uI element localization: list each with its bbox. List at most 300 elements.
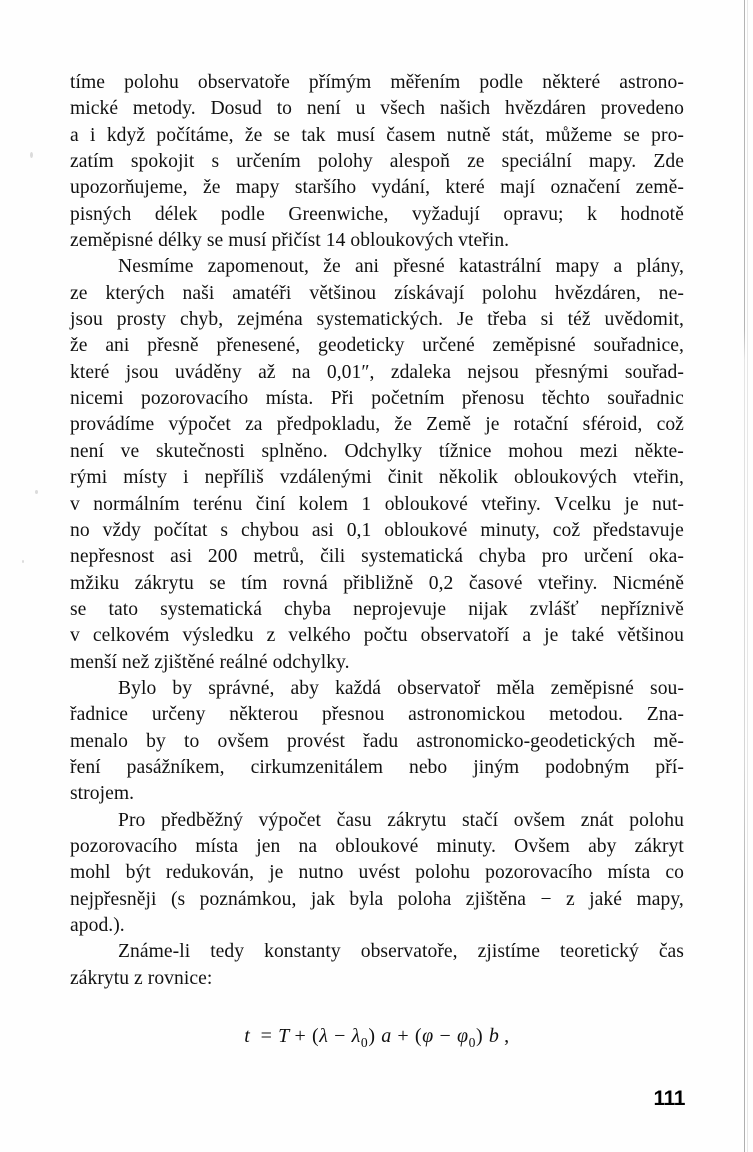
word: Známe-li — [118, 941, 191, 963]
scan-speck — [22, 560, 24, 563]
word: není — [306, 98, 341, 120]
paragraph-3 — [70, 676, 684, 808]
word: vteřin, — [632, 467, 684, 489]
word: obloukových — [514, 467, 617, 489]
word: výpočet — [258, 809, 322, 831]
word: tak — [301, 124, 326, 146]
equation-block — [70, 1025, 684, 1051]
word: přenesené, — [216, 335, 301, 357]
word: jsou — [125, 361, 159, 383]
word: pří- — [655, 756, 684, 778]
word: 0,2 — [428, 572, 454, 594]
equation-symbol-T-upper: T — [278, 1025, 290, 1047]
word: se — [70, 598, 87, 620]
word: mapy — [555, 256, 600, 278]
word: uvést — [358, 862, 401, 884]
word: vždy — [102, 519, 141, 541]
word: že — [323, 256, 341, 278]
word: tížnice — [438, 440, 492, 462]
word: počtu — [363, 625, 408, 647]
word: chyba — [284, 598, 332, 620]
word: neprojevuje — [353, 598, 447, 620]
word: metodou. — [549, 704, 623, 726]
word: počítat — [153, 519, 208, 541]
word: rotační — [513, 414, 569, 436]
word: přesně — [147, 335, 199, 357]
word: staršího — [294, 177, 357, 199]
line-text — [70, 465, 684, 491]
word: měla — [496, 677, 535, 699]
word: splněno. — [261, 440, 328, 462]
equation-symbol-t: t — [244, 1025, 251, 1047]
word: získávají — [394, 282, 465, 304]
word: 200 — [207, 546, 238, 568]
word: vteřiny. — [537, 572, 598, 594]
word: zeměpisné — [550, 677, 634, 699]
word: některou — [229, 704, 299, 726]
text-line — [70, 597, 684, 623]
word: polohu — [124, 72, 179, 93]
word: je — [544, 625, 559, 647]
word: mapy, — [636, 888, 684, 910]
word: skutečnosti — [156, 440, 245, 462]
word: sou- — [650, 677, 684, 699]
line-text — [70, 333, 684, 359]
equation-operator-minus-2: − — [439, 1025, 452, 1047]
word: zvlášť — [529, 598, 579, 620]
word: výpočet — [168, 414, 231, 436]
paragraph-5 — [70, 939, 684, 992]
word: by — [172, 677, 193, 699]
equation-comma: , — [504, 1025, 510, 1047]
word: jiným — [473, 756, 520, 778]
word: určením — [236, 151, 301, 173]
word: stačí — [461, 809, 499, 831]
word: není — [70, 440, 104, 462]
word: aby — [588, 835, 617, 857]
equation-symbol-phi-zero: φ — [456, 1025, 469, 1047]
word: nejsou — [467, 361, 519, 383]
word: systematická — [160, 598, 262, 620]
word: vzdálenými — [279, 467, 372, 489]
word: Ovšem — [514, 835, 570, 857]
word: speciální — [501, 151, 572, 173]
word: souřadnice, — [593, 335, 684, 357]
word: nutno — [298, 862, 344, 884]
word: redukován, — [165, 862, 255, 884]
line-text — [70, 860, 684, 886]
text-line — [70, 650, 684, 676]
word: jen — [256, 835, 281, 857]
word: vteřiny. — [481, 493, 541, 515]
word: systematická — [361, 546, 463, 568]
word: nejpřesněji — [70, 888, 157, 910]
word: Při — [330, 388, 354, 410]
word: minuty, — [480, 519, 540, 541]
text-line — [70, 202, 684, 228]
equation-symbol-phi: φ — [422, 1025, 434, 1047]
word: časové — [468, 572, 523, 594]
text-line — [70, 439, 684, 465]
word: observatoře, — [360, 941, 458, 963]
word: kterých — [105, 282, 165, 304]
word: až — [258, 361, 276, 383]
word: mžiku — [70, 572, 120, 594]
line-text — [70, 518, 684, 544]
paragraph-indent — [70, 676, 118, 702]
word: obloukové — [384, 519, 468, 541]
word: země- — [635, 177, 684, 199]
word: pro — [541, 546, 568, 568]
word: nebo — [408, 756, 448, 778]
word: co — [665, 862, 684, 884]
word: plány, — [636, 256, 684, 278]
word: spokojit — [130, 151, 195, 173]
word: přenosu — [461, 388, 525, 410]
line-text: menší než zjištěné reálné odchylky. — [70, 651, 350, 673]
line-text — [70, 887, 684, 913]
word: když — [106, 124, 146, 146]
word: přímým — [308, 72, 372, 93]
equation-paren-open-1: ( — [312, 1025, 320, 1047]
word: nicemi — [70, 388, 124, 410]
word: mapy. — [588, 151, 637, 173]
word: mické — [70, 98, 119, 120]
word: tato — [108, 598, 139, 620]
word: na — [291, 361, 311, 383]
word: polohu — [629, 809, 684, 831]
word: třeba — [487, 309, 527, 331]
word: podle — [221, 203, 265, 225]
scan-edge-artifact — [744, 0, 745, 1152]
page-number: 111 — [653, 1087, 685, 1110]
equation-symbol-b: b — [488, 1025, 500, 1047]
word: s — [211, 151, 220, 173]
word: místa — [195, 835, 239, 857]
equation-operator-plus-1: + — [294, 1025, 307, 1047]
word: Nicméně — [612, 572, 684, 594]
word: pasážníkem, — [126, 756, 225, 778]
word: (s — [170, 888, 186, 910]
line-text — [70, 175, 684, 201]
word: Greenwiche, — [288, 203, 389, 225]
word: amatéři — [232, 282, 292, 304]
word: Bylo — [118, 677, 157, 699]
word: zatím — [70, 151, 114, 173]
word: a — [613, 256, 623, 278]
word: zdaleka — [390, 361, 452, 383]
line-text — [70, 834, 684, 860]
paragraph-2 — [70, 254, 684, 676]
word: chyba — [478, 546, 526, 568]
equation-symbol-a: a — [381, 1025, 392, 1047]
text-line — [70, 887, 684, 913]
word: že — [70, 335, 88, 357]
word: počítáme, — [156, 124, 234, 146]
word: nepříliš — [204, 467, 264, 489]
word: hvězdáren, — [554, 282, 641, 304]
word: i — [183, 467, 189, 489]
word: uvědomit, — [604, 309, 684, 331]
word: místa — [607, 862, 651, 884]
word: souřadnic — [607, 388, 684, 410]
text-line — [70, 834, 684, 860]
paragraph-indent — [70, 254, 118, 280]
word: ze — [467, 151, 485, 173]
line-text — [70, 96, 684, 122]
word: podobným — [545, 756, 630, 778]
text-line — [70, 860, 684, 886]
word: pozorovacího — [485, 862, 593, 884]
word: činit — [387, 467, 423, 489]
word: které — [445, 177, 485, 199]
line-text — [70, 571, 684, 597]
scan-speck — [35, 490, 38, 494]
word: hvězdáren — [505, 98, 586, 120]
word: zjistíme — [477, 941, 541, 963]
scan-speck — [30, 152, 33, 158]
word: metrů, — [253, 546, 305, 568]
text-line — [70, 70, 684, 96]
text-line — [70, 281, 684, 307]
line-text — [118, 254, 684, 280]
word: několik — [438, 467, 498, 489]
word: Pro — [118, 809, 146, 831]
word: terénu — [193, 493, 243, 515]
word: že — [202, 177, 221, 199]
word: všech — [380, 98, 426, 120]
word: většinou — [309, 282, 377, 304]
word: zeměpisné — [492, 335, 576, 357]
word: s — [220, 519, 229, 541]
word: upozorňujeme, — [70, 177, 188, 199]
word: většinou — [617, 625, 684, 647]
word: nutně — [446, 124, 491, 146]
word: Dosud — [210, 98, 262, 120]
word: podle — [479, 72, 524, 93]
word: zákrytu — [387, 809, 447, 831]
word: 1 — [361, 493, 372, 515]
word: − — [540, 888, 552, 910]
word: celkovém — [92, 625, 170, 647]
text-line — [70, 228, 684, 254]
word: no — [70, 519, 90, 541]
word: katastrální — [459, 256, 542, 278]
word: astronomickou — [408, 704, 526, 726]
paragraph-indent — [70, 939, 118, 965]
word: je — [624, 493, 639, 515]
word: místy — [123, 467, 168, 489]
word: Vcelku — [554, 493, 612, 515]
text-line — [70, 518, 684, 544]
word: přesné — [393, 256, 445, 278]
word: sféroid, — [582, 414, 643, 436]
text-line — [70, 702, 684, 728]
word: nepříznivě — [600, 598, 684, 620]
word: přibližně — [343, 572, 414, 594]
word: minuty. — [436, 835, 497, 857]
word: k — [587, 203, 597, 225]
text-line — [70, 755, 684, 781]
equation-paren-close-1: ) — [368, 1025, 376, 1047]
word: čas — [658, 941, 684, 963]
word: zejména — [237, 309, 303, 331]
paragraph-1 — [70, 70, 684, 254]
word: to — [276, 98, 293, 120]
line-text — [70, 149, 684, 175]
word: nut- — [652, 493, 684, 515]
line-text — [70, 412, 684, 438]
word: konstanty — [264, 941, 341, 963]
word: čili — [320, 546, 346, 568]
word: mohl — [70, 862, 111, 884]
word: Zde — [653, 151, 684, 173]
text-line — [70, 913, 684, 939]
word: se — [209, 572, 226, 594]
word: znát — [580, 809, 614, 831]
line-text — [70, 439, 684, 465]
word: ne- — [658, 282, 684, 304]
word: se — [273, 124, 291, 146]
word: mají — [500, 177, 536, 199]
word: alespoň — [389, 151, 450, 173]
word: je — [485, 414, 500, 436]
word: poznámkou, — [199, 888, 297, 910]
word: označení — [550, 177, 621, 199]
word: Zna- — [646, 704, 684, 726]
word: těchto — [541, 388, 590, 410]
text-line — [70, 175, 684, 201]
text-line — [70, 571, 684, 597]
text-line — [70, 465, 684, 491]
word: určené — [422, 335, 475, 357]
equation-operator-minus-1: − — [334, 1025, 347, 1047]
text-line — [70, 676, 684, 702]
word: jaké — [589, 888, 623, 910]
body-text-block — [70, 70, 684, 992]
word: si — [540, 309, 554, 331]
word: početním — [371, 388, 445, 410]
text-line — [70, 729, 684, 755]
equation-paren-close-2: ) — [476, 1025, 484, 1047]
word: chyb, — [179, 309, 224, 331]
word: mě- — [653, 730, 684, 752]
word: činí — [255, 493, 286, 515]
word: u — [355, 98, 366, 120]
line-text — [118, 808, 684, 834]
word: souřad- — [624, 361, 684, 383]
word: se — [623, 124, 640, 146]
word: tíme — [70, 72, 106, 93]
word: provést — [287, 730, 346, 752]
word: což — [552, 519, 581, 541]
word: z — [266, 625, 276, 647]
word: menalo — [70, 730, 128, 752]
word: systematických. — [316, 309, 444, 331]
line-text — [118, 676, 684, 702]
equation-symbol-lambda-zero: λ — [351, 1025, 361, 1047]
text-line — [70, 781, 684, 807]
line-text — [70, 360, 684, 386]
line-text: strojem. — [70, 783, 135, 805]
equation-time-of-occultation — [244, 1025, 510, 1050]
word: musí — [336, 124, 376, 146]
scan-edge-artifact-secondary — [747, 0, 748, 1152]
word: naši — [182, 282, 215, 304]
word: polohu — [415, 862, 471, 884]
word: předběžný — [160, 809, 244, 831]
word: jak — [310, 888, 335, 910]
text-line — [70, 386, 684, 412]
line-text — [118, 939, 684, 965]
word: místa. — [265, 388, 314, 410]
word: rými — [70, 467, 108, 489]
text-line — [70, 623, 684, 649]
word: asi — [170, 546, 193, 568]
equation-subscript-zero-1: 0 — [360, 1035, 369, 1050]
word: provádíme — [70, 414, 155, 436]
word: to — [183, 730, 200, 752]
word: poloha — [397, 888, 452, 910]
word: že — [394, 414, 412, 436]
word: tedy — [210, 941, 245, 963]
word: oka- — [648, 546, 684, 568]
word: ani — [105, 335, 130, 357]
word: Země — [426, 414, 471, 436]
word: mapy — [235, 177, 280, 199]
equation-subscript-zero-2: 0 — [468, 1035, 477, 1050]
word: a — [522, 625, 532, 647]
word: jsou — [70, 309, 103, 331]
word: hodnotě — [620, 203, 684, 225]
word: mezi — [579, 440, 618, 462]
paragraph-4 — [70, 808, 684, 940]
word: v — [70, 625, 80, 647]
line-text — [70, 544, 684, 570]
word: obloukové — [335, 835, 419, 857]
word: opravu; — [503, 203, 564, 225]
word: pozorovacího — [70, 835, 178, 857]
word: někte- — [634, 440, 684, 462]
word: zapomenout, — [207, 256, 309, 278]
line-text — [70, 281, 684, 307]
word: z — [566, 888, 575, 910]
word: aby — [290, 677, 319, 699]
text-line — [70, 149, 684, 175]
word: je — [269, 862, 284, 884]
line-text — [70, 702, 684, 728]
equation-paren-open-2: ( — [414, 1025, 423, 1047]
word: pro- — [651, 124, 684, 146]
line-text — [70, 597, 684, 623]
word: asi — [311, 519, 334, 541]
word: nepřesnost — [70, 546, 155, 568]
word: výsledku — [182, 625, 254, 647]
word: velkého — [288, 625, 351, 647]
word: přesnými — [535, 361, 609, 383]
word: astrono- — [619, 72, 684, 93]
word: předpokladu, — [276, 414, 381, 436]
word: metody. — [132, 98, 196, 120]
word: zjištěna — [465, 888, 527, 910]
line-text: zeměpisné délky se musí přičíst 14 obloukových vteřin. — [70, 230, 510, 252]
line-text: apod.). — [70, 915, 125, 936]
word: zákryt — [634, 835, 684, 857]
line-text — [70, 623, 684, 649]
word: též — [567, 309, 591, 331]
line-text — [70, 307, 684, 333]
word: ovšem — [513, 809, 566, 831]
